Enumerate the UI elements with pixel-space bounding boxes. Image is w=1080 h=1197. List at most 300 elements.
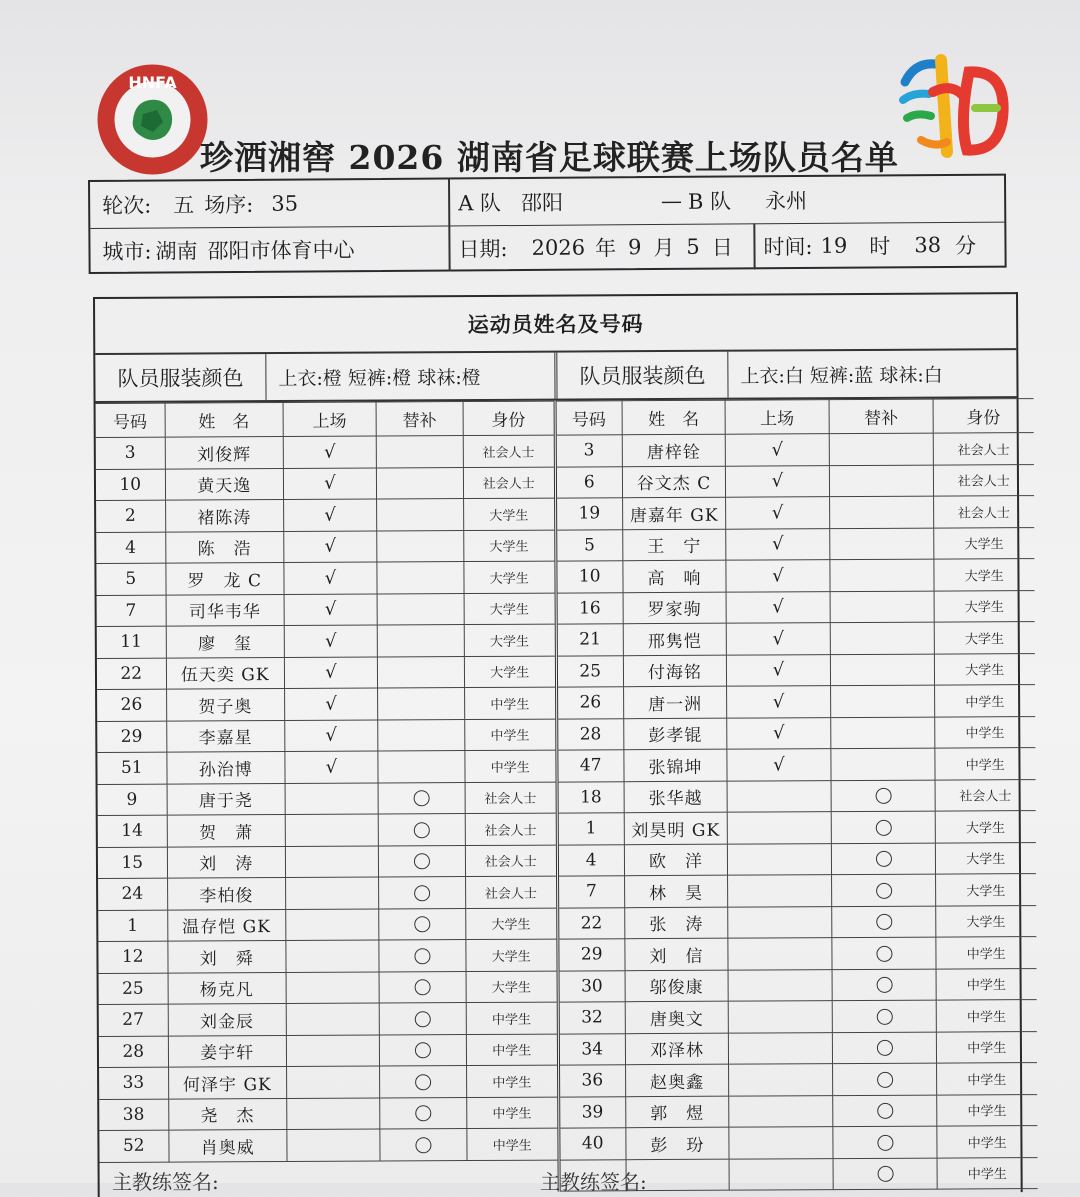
circle-mark-icon xyxy=(415,1105,431,1121)
starter-cell xyxy=(727,686,831,718)
player-status: 中学生 xyxy=(936,1031,1036,1063)
player-number: 29 xyxy=(559,939,625,971)
starter-cell xyxy=(728,938,832,970)
player-status: 大学生 xyxy=(934,590,1034,622)
player-number: 26 xyxy=(97,689,166,721)
starter-cell xyxy=(728,1001,832,1033)
table-row xyxy=(98,876,556,910)
table-row xyxy=(558,716,1035,750)
substitute-cell xyxy=(832,1000,936,1032)
substitute-cell xyxy=(830,528,934,560)
substitute-cell xyxy=(832,1032,936,1064)
player-name: 唐梓铨 xyxy=(622,434,725,466)
starter-cell xyxy=(284,657,377,689)
substitute-cell xyxy=(831,717,935,749)
player-name: 谷文杰 C xyxy=(622,466,725,498)
substitute-cell xyxy=(830,654,934,686)
player-status: 中学生 xyxy=(466,1065,556,1097)
circle-mark-icon xyxy=(877,1103,893,1119)
player-name: 赵奥鑫 xyxy=(626,1064,729,1096)
starter-cell xyxy=(725,434,829,466)
substitute-cell xyxy=(377,530,464,562)
column-header: 号码 xyxy=(556,401,622,435)
check-mark-icon: √ xyxy=(771,533,784,555)
circle-mark-icon xyxy=(414,948,430,964)
starter-cell xyxy=(728,969,832,1001)
table-row xyxy=(97,687,555,721)
table-row xyxy=(98,939,556,973)
round-cell xyxy=(102,181,298,228)
column-header: 上场 xyxy=(725,400,829,435)
player-name: 唐嘉年 GK xyxy=(623,497,726,529)
substitute-cell xyxy=(379,1034,466,1066)
player-number: 12 xyxy=(98,941,167,973)
circle-mark-icon xyxy=(415,1042,431,1058)
date-month-unit: 月 xyxy=(653,235,675,261)
player-number: 36 xyxy=(560,1065,626,1097)
starter-cell xyxy=(283,499,376,531)
starter-cell xyxy=(727,812,831,844)
player-number: 32 xyxy=(559,1002,625,1034)
substitute-cell xyxy=(380,1129,467,1161)
player-status: 社会人士 xyxy=(933,433,1033,465)
circle-mark-icon xyxy=(877,1135,893,1151)
starter-cell xyxy=(726,591,830,623)
time-hour-unit: 时 xyxy=(869,234,891,259)
player-status: 社会人士 xyxy=(465,876,555,908)
player-status: 中学生 xyxy=(466,1034,556,1066)
starter-cell xyxy=(726,560,830,592)
date-year: 2026 xyxy=(531,235,586,260)
player-status: 社会人士 xyxy=(933,464,1033,496)
team-b-label: B 队 xyxy=(687,189,732,214)
column-header: 替补 xyxy=(829,399,933,434)
venue-value: 邵阳市体育中心 xyxy=(207,238,355,264)
table-row xyxy=(97,719,555,753)
check-mark-icon: √ xyxy=(324,630,337,652)
match-info-box xyxy=(88,174,1007,274)
player-status: 社会人士 xyxy=(934,496,1034,528)
player-status: 中学生 xyxy=(935,748,1035,780)
player-name: 彭 玢 xyxy=(626,1127,729,1159)
player-status: 中学生 xyxy=(465,719,555,751)
circle-mark-icon xyxy=(415,1137,431,1153)
player-number: 19 xyxy=(557,498,623,530)
time-hour: 19 xyxy=(820,233,848,258)
player-name: 肖奥威 xyxy=(168,1129,286,1161)
match-info-row-1 xyxy=(90,176,1004,229)
circle-mark-icon xyxy=(415,1011,431,1027)
player-name: 张华越 xyxy=(624,781,727,813)
player-number: 1 xyxy=(558,813,624,845)
player-name: 杨克凡 xyxy=(168,972,286,1004)
table-row xyxy=(96,467,554,501)
starter-cell xyxy=(284,594,377,626)
xiang-logo xyxy=(895,52,1015,164)
player-status: 大学生 xyxy=(466,971,556,1003)
substitute-cell xyxy=(833,1158,937,1190)
substitute-cell xyxy=(380,1066,467,1098)
starter-cell xyxy=(729,1127,833,1159)
player-name: 唐于尧 xyxy=(167,783,285,815)
starter-cell xyxy=(728,875,832,907)
player-status: 中学生 xyxy=(935,685,1035,717)
player-name: 刘 信 xyxy=(625,938,728,970)
player-status: 中学生 xyxy=(936,937,1036,969)
table-row xyxy=(560,1063,1037,1097)
player-status: 大学生 xyxy=(464,656,554,688)
team-b-table xyxy=(556,398,1037,1191)
team-separator: — xyxy=(660,188,683,213)
player-number: 29 xyxy=(97,721,166,753)
player-name: 邓泽林 xyxy=(625,1033,728,1065)
table-row xyxy=(99,1065,557,1099)
table-row xyxy=(560,1094,1037,1128)
substitute-cell xyxy=(378,814,465,846)
player-name: 欧 洋 xyxy=(624,844,727,876)
check-mark-icon: √ xyxy=(325,693,337,715)
starter-cell xyxy=(286,909,379,941)
time-minute: 38 xyxy=(914,233,942,258)
player-status: 社会人士 xyxy=(463,467,553,499)
player-number: 28 xyxy=(558,718,624,750)
player-number: 7 xyxy=(559,876,625,908)
player-number: 4 xyxy=(558,844,624,876)
player-number: 21 xyxy=(557,624,623,656)
check-mark-icon: √ xyxy=(324,535,337,558)
player-number: 39 xyxy=(560,1096,626,1128)
header-row xyxy=(96,401,554,437)
player-number: 38 xyxy=(99,1099,168,1131)
player-name: 付海铭 xyxy=(623,655,726,687)
player-status: 中学生 xyxy=(935,716,1035,748)
table-row xyxy=(99,1097,557,1131)
substitute-cell xyxy=(829,465,933,497)
player-name: 罗家驹 xyxy=(623,592,726,624)
table-row xyxy=(557,496,1034,530)
starter-cell xyxy=(285,877,378,909)
team-b-coach-signature-label: 主教练签名: xyxy=(540,1170,647,1194)
player-number: 22 xyxy=(97,658,166,690)
substitute-cell xyxy=(377,499,464,531)
player-number: 52 xyxy=(99,1130,168,1162)
player-number: 15 xyxy=(98,847,167,879)
player-name: 廖 玺 xyxy=(166,626,284,658)
starter-cell xyxy=(287,1098,380,1130)
player-name: 何泽宇 GK xyxy=(168,1066,286,1098)
table-row xyxy=(557,559,1034,593)
player-name: 陈 浩 xyxy=(165,531,283,563)
table-row xyxy=(98,782,556,816)
starter-cell xyxy=(284,688,377,720)
player-name: 唐奥文 xyxy=(625,1001,728,1033)
starter-cell xyxy=(728,1032,832,1064)
player-number: 51 xyxy=(97,752,166,784)
player-status: 大学生 xyxy=(934,622,1034,654)
table-row xyxy=(559,1031,1036,1065)
check-mark-icon: √ xyxy=(324,504,336,526)
player-number: 30 xyxy=(559,970,625,1002)
check-mark-icon: √ xyxy=(772,659,785,681)
player-name: 褚陈涛 xyxy=(165,500,283,532)
table-row xyxy=(97,750,555,784)
check-mark-icon: √ xyxy=(772,565,784,587)
divider xyxy=(448,179,450,225)
substitute-cell xyxy=(378,782,465,814)
round-value: 五 xyxy=(173,193,195,218)
substitute-cell xyxy=(378,719,465,751)
player-number: 26 xyxy=(558,687,624,719)
table-row xyxy=(560,1126,1037,1160)
player-number: 25 xyxy=(99,973,168,1005)
substitute-cell xyxy=(832,937,936,969)
uniform-label: 队员服装颜色 xyxy=(95,354,266,401)
player-number: 10 xyxy=(557,561,623,593)
column-header: 上场 xyxy=(283,402,376,436)
player-name: 姜宇轩 xyxy=(168,1035,286,1067)
player-status: 社会人士 xyxy=(465,845,555,877)
table-row xyxy=(558,811,1035,845)
player-number: 4 xyxy=(96,532,165,564)
city-value: 湖南 xyxy=(155,239,198,264)
player-number: 6 xyxy=(556,466,622,498)
roster-sheet xyxy=(93,292,1023,1197)
table-row xyxy=(99,971,557,1005)
table-row xyxy=(98,908,556,942)
player-status: 社会人士 xyxy=(935,779,1035,811)
player-name: 林 昊 xyxy=(625,875,728,907)
table-row xyxy=(98,845,556,879)
player-status: 大学生 xyxy=(935,842,1035,874)
substitute-cell xyxy=(377,656,464,688)
table-row xyxy=(558,685,1035,719)
check-mark-icon: √ xyxy=(325,661,337,684)
player-name: 贺 萧 xyxy=(167,815,285,847)
circle-mark-icon xyxy=(876,883,892,899)
substitute-cell xyxy=(376,436,463,468)
teams-tables xyxy=(96,398,1021,1194)
date-cell xyxy=(458,224,733,272)
team-a-uniform-colors: 上衣:橙 短裤:橙 球袜:橙 xyxy=(278,366,481,390)
table-row xyxy=(99,1002,557,1036)
substitute-cell xyxy=(377,562,464,594)
substitute-cell xyxy=(830,622,934,654)
match-info-row-2 xyxy=(90,222,1004,274)
team-a-table xyxy=(96,401,557,1163)
team-b-uniform-colors: 上衣:白 短裤:蓝 球袜:白 xyxy=(740,364,943,388)
circle-mark-icon xyxy=(877,1166,893,1182)
circle-mark-icon xyxy=(415,979,431,995)
player-number: 22 xyxy=(559,907,625,939)
hnfa-logo-text: HNFA xyxy=(128,73,177,92)
starter-cell xyxy=(727,843,831,875)
player-status: 中学生 xyxy=(937,1094,1037,1126)
starter-cell xyxy=(726,654,830,686)
player-status: 中学生 xyxy=(937,1063,1037,1095)
starter-cell xyxy=(729,1158,833,1190)
player-number: 3 xyxy=(556,435,622,467)
player-number: 11 xyxy=(97,626,166,658)
substitute-cell xyxy=(378,751,465,783)
starter-cell xyxy=(286,1035,379,1067)
player-number: 16 xyxy=(557,592,623,624)
circle-mark-icon xyxy=(876,977,892,993)
player-status: 大学生 xyxy=(466,908,556,940)
substitute-cell xyxy=(830,559,934,591)
starter-cell xyxy=(284,531,377,563)
starter-cell xyxy=(284,562,377,594)
circle-mark-icon xyxy=(876,946,892,962)
player-name: 邬俊康 xyxy=(625,970,728,1002)
player-status: 大学生 xyxy=(464,561,554,593)
player-status: 大学生 xyxy=(934,527,1034,559)
substitute-cell xyxy=(833,1063,937,1095)
starter-cell xyxy=(285,751,378,783)
player-name: 张锦坤 xyxy=(624,749,727,781)
starter-cell xyxy=(285,783,378,815)
player-name: 张 涛 xyxy=(625,907,728,939)
player-number: 28 xyxy=(99,1036,168,1068)
player-number: 33 xyxy=(99,1067,168,1099)
player-name: 刘金辰 xyxy=(168,1003,286,1035)
round-label: 轮次: xyxy=(102,193,152,218)
date-label: 日期: xyxy=(458,237,508,262)
player-status: 社会人士 xyxy=(465,782,555,814)
date-month: 9 xyxy=(627,235,642,260)
player-name: 彭孝锟 xyxy=(624,718,727,750)
column-header: 姓 名 xyxy=(622,400,725,435)
player-name: 刘俊辉 xyxy=(165,437,283,469)
divider xyxy=(753,223,755,269)
team-a-uniform xyxy=(95,353,557,401)
table-row xyxy=(558,779,1035,813)
player-status: 社会人士 xyxy=(463,435,553,467)
circle-mark-icon xyxy=(875,851,891,867)
player-status: 中学生 xyxy=(467,1128,557,1160)
table-row xyxy=(97,624,555,658)
player-number: 2 xyxy=(96,500,165,532)
check-mark-icon: √ xyxy=(324,598,337,621)
match-no-value: 35 xyxy=(271,191,299,216)
player-status: 中学生 xyxy=(466,1002,556,1034)
substitute-cell xyxy=(832,906,936,938)
starter-cell xyxy=(726,497,830,529)
circle-mark-icon xyxy=(414,916,430,932)
player-name: 伍天奕 GK xyxy=(166,657,284,689)
check-mark-icon: √ xyxy=(771,439,784,461)
table-row xyxy=(556,433,1033,467)
circle-mark-icon xyxy=(414,885,430,901)
starter-cell xyxy=(726,528,830,560)
player-name: 贺子奥 xyxy=(166,689,284,721)
player-number: 27 xyxy=(99,1004,168,1036)
player-number: 7 xyxy=(97,595,166,627)
team-b-uniform xyxy=(557,350,1016,398)
check-mark-icon: √ xyxy=(772,628,785,650)
table-row xyxy=(557,622,1034,656)
substitute-cell xyxy=(379,940,466,972)
substitute-cell xyxy=(830,496,934,528)
substitute-cell xyxy=(831,811,935,843)
player-status: 大学生 xyxy=(935,811,1035,843)
check-mark-icon: √ xyxy=(771,502,784,524)
column-header: 身份 xyxy=(933,399,1033,434)
substitute-cell xyxy=(833,1095,937,1127)
player-name: 高 响 xyxy=(623,560,726,592)
player-status: 大学生 xyxy=(934,559,1034,591)
player-number: 34 xyxy=(559,1033,625,1065)
starter-cell xyxy=(283,468,376,500)
player-name: 刘昊明 GK xyxy=(624,812,727,844)
check-mark-icon: √ xyxy=(324,567,337,589)
column-header: 姓 名 xyxy=(165,403,283,438)
time-label: 时间: xyxy=(763,234,813,260)
divider xyxy=(448,225,450,271)
teams-cell xyxy=(458,177,807,225)
team-a-value: 邵阳 xyxy=(520,190,564,215)
column-header: 替补 xyxy=(376,402,463,436)
date-year-unit: 年 xyxy=(594,236,617,261)
starter-cell xyxy=(285,846,378,878)
substitute-cell xyxy=(832,874,936,906)
team-a-coach-signature-label: 主教练签名: xyxy=(112,1170,219,1194)
substitute-cell xyxy=(833,1126,937,1158)
starter-cell xyxy=(728,906,832,938)
date-day: 5 xyxy=(686,234,700,259)
substitute-cell xyxy=(831,843,935,875)
table-row xyxy=(97,656,555,690)
player-number: 5 xyxy=(557,529,623,561)
substitute-cell xyxy=(379,908,466,940)
table-row xyxy=(557,590,1034,624)
check-mark-icon: √ xyxy=(772,722,785,744)
player-name: 黄天逸 xyxy=(165,468,283,500)
table-row xyxy=(96,498,554,532)
substitute-cell xyxy=(829,433,933,465)
starter-cell xyxy=(729,1095,833,1127)
team-b-roster xyxy=(556,398,1021,1191)
table-row xyxy=(98,813,556,847)
circle-mark-icon xyxy=(414,790,430,806)
table-row xyxy=(557,653,1034,687)
player-status: 中学生 xyxy=(936,968,1036,1000)
starter-cell xyxy=(285,720,378,752)
circle-mark-icon xyxy=(414,853,430,869)
player-status: 大学生 xyxy=(464,498,554,530)
uniform-label: 队员服装颜色 xyxy=(557,352,728,399)
player-number: 40 xyxy=(560,1128,626,1160)
starter-cell xyxy=(283,436,376,468)
substitute-cell xyxy=(377,593,464,625)
player-number: 14 xyxy=(98,815,167,847)
starter-cell xyxy=(286,1066,379,1098)
player-status: 大学生 xyxy=(464,624,554,656)
check-mark-icon: √ xyxy=(325,756,338,778)
player-name: 温存恺 GK xyxy=(167,909,285,941)
substitute-cell xyxy=(379,971,466,1003)
circle-mark-icon xyxy=(876,914,892,930)
player-number: 3 xyxy=(96,437,165,469)
header-row xyxy=(556,399,1033,435)
column-header: 号码 xyxy=(96,403,165,437)
player-status: 中学生 xyxy=(465,687,555,719)
document-title: 珍酒湘窖 2026 湖南省足球联赛上场队员名单 xyxy=(200,138,899,177)
player-number: 5 xyxy=(96,563,165,595)
circle-mark-icon xyxy=(414,822,430,838)
check-mark-icon: √ xyxy=(325,724,338,747)
table-row xyxy=(97,593,555,627)
team-a-roster xyxy=(96,401,561,1194)
